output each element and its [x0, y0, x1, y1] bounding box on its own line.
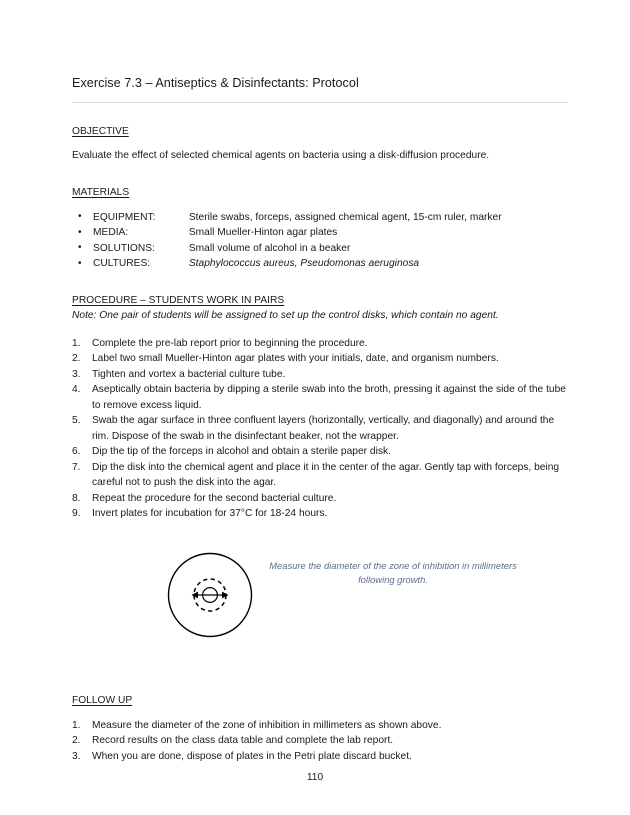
bullet-icon: • [78, 226, 82, 238]
step-number: 2. [72, 353, 81, 365]
list-item [72, 491, 568, 507]
step-text: Aseptically obtain bacteria by dipping a sterile swab into the broth, pressing it against the side of the tube to remove excess liquid. [92, 384, 566, 411]
list-item [72, 749, 568, 765]
step-number: 6. [72, 446, 81, 458]
objective-text: Evaluate the effect of selected chemical agents on bacteria using a disk-diffusion procedure. [72, 150, 490, 161]
list-item [72, 444, 568, 460]
follow-up-steps-list [72, 718, 568, 765]
step-text: Tighten and vortex a bacterial culture tube. [92, 368, 286, 380]
page-title: Exercise 7.3 – Antiseptics & Disinfectants: Protocol [72, 76, 359, 90]
list-item [72, 413, 568, 444]
material-label: SOLUTIONS: [93, 242, 155, 254]
step-text: Dip the tip of the forceps in alcohol and obtain a sterile paper disk. [92, 446, 391, 458]
step-text: Invert plates for incubation for 37°C for 18-24 hours. [92, 508, 328, 520]
step-number: 3. [72, 368, 81, 380]
step-number: 1. [72, 719, 81, 731]
list-item [72, 382, 568, 413]
step-text: Complete the pre-lab report prior to beginning the procedure. [92, 337, 368, 349]
page-number: 110 [306, 772, 324, 783]
step-number: 9. [72, 508, 81, 520]
step-number: 2. [72, 735, 81, 747]
materials-heading: MATERIALS [72, 186, 130, 198]
step-number: 3. [72, 750, 81, 762]
material-label: MEDIA: [93, 227, 129, 239]
bullet-icon: • [78, 242, 82, 254]
list-item [72, 718, 568, 734]
step-text: Dip the disk into the chemical agent and place it in the center of the agar. Gently tap with forceps, being careful not to push the disk into the agar. [92, 461, 560, 489]
bullet-icon: • [78, 257, 82, 269]
title-divider [72, 102, 568, 103]
follow-up-block [72, 695, 568, 765]
step-number: 1. [72, 337, 81, 349]
material-label: CULTURES: [93, 258, 151, 270]
list-item [72, 241, 568, 257]
step-text: Repeat the procedure for the second bacterial culture. [92, 492, 337, 504]
figure-caption: Measure the diameter of the zone of inhibition in millimeters following growth. [269, 559, 517, 585]
material-value: Small Mueller-Hinton agar plates [188, 227, 338, 239]
follow-up-heading: FOLLOW UP [72, 694, 133, 706]
figure-block [72, 541, 568, 649]
material-value: Staphylococcus aureus, Pseudomonas aeruginosa [188, 258, 420, 270]
list-item [72, 367, 568, 383]
procedure-steps-list [72, 336, 568, 522]
step-text: When you are done, dispose of plates in the Petri plate discard bucket. [92, 750, 412, 762]
material-label: EQUIPMENT: [93, 211, 156, 223]
list-item [72, 210, 568, 226]
material-value: Small volume of alcohol in a beaker [188, 242, 351, 254]
list-item [72, 225, 568, 241]
list-item [72, 506, 568, 522]
list-item [72, 256, 568, 272]
step-number: 7. [72, 461, 81, 473]
materials-list [72, 210, 568, 272]
procedure-note: Note: One pair of students will be assigned to set up the control disks, which contain no agent. [72, 309, 499, 321]
list-item [72, 460, 568, 491]
step-text: Record results on the class data table and complete the lab report. [92, 735, 394, 747]
list-item [72, 336, 568, 352]
step-number: 4. [72, 384, 81, 396]
step-text: Label two small Mueller-Hinton agar plates with your initials, date, and organism numbers. [92, 353, 499, 365]
step-text: Swab the agar surface in three confluent layers (horizontally, vertically, and diagonally) and around the rim. Dispose of the swab in the disinfectant beaker, not the wrapper. [92, 415, 555, 442]
petri-dish-zone-of-inhibition-diagram [162, 547, 258, 648]
step-text: Measure the diameter of the zone of inhibition in millimeters as shown above. [92, 719, 442, 731]
procedure-heading: PROCEDURE – STUDENTS WORK IN PAIRS [72, 294, 285, 306]
objective-heading: OBJECTIVE [72, 126, 129, 137]
step-number: 8. [72, 492, 81, 504]
step-number: 5. [72, 415, 81, 427]
bullet-icon: • [78, 211, 82, 223]
list-item [72, 733, 568, 749]
material-value: Sterile swabs, forceps, assigned chemical agent, 15-cm ruler, marker [188, 211, 502, 223]
list-item [72, 351, 568, 367]
